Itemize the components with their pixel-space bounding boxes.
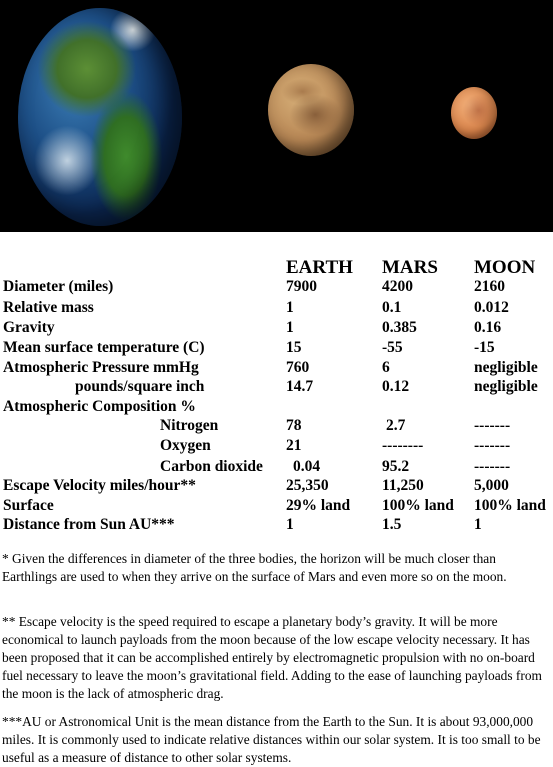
planets-image: [0, 0, 553, 232]
footnote-escape-velocity: ** Escape velocity is the speed required to escape a planetary body’s gravity. It will be more economical to launch payloads from the moon because of the low escape velocity necessary. It has been proposed that it can be accomplished entirely by electromagnetic propulsion with no on-board fuel necessary to leave the moon’s gravitational field. Adding to the ease of launching payloads from the moon is the lack of atmospheric drag.: [2, 614, 542, 701]
header-mars: MARS: [382, 257, 438, 278]
moon-value: 5,000: [474, 477, 509, 494]
moon-value: 0.16: [474, 319, 502, 336]
row-label: Carbon dioxide: [160, 458, 263, 475]
mars-value: 1.5: [382, 516, 402, 533]
earth-value: 1: [286, 319, 294, 336]
earth-value: 1: [286, 299, 294, 316]
header-earth: EARTH: [286, 257, 353, 278]
moon-value: negligible: [474, 378, 538, 395]
row-label: pounds/square inch: [75, 378, 205, 395]
mars-value: 2.7: [386, 417, 406, 434]
moon-value: -15: [474, 339, 495, 356]
row-label: Oxygen: [160, 437, 211, 454]
earth-value: 1: [286, 516, 294, 533]
moon-value: 2160: [474, 278, 505, 295]
mars-image: [268, 64, 354, 156]
row-label: Relative mass: [3, 299, 94, 316]
earth-value: 21: [286, 437, 302, 454]
mars-value: 0.1: [382, 299, 402, 316]
row-label: Surface: [3, 497, 54, 514]
moon-value: -------: [474, 458, 511, 475]
row-label: Mean surface temperature (C): [3, 339, 205, 356]
moon-value: 100% land: [474, 497, 546, 514]
mars-value: 4200: [382, 278, 413, 295]
mars-value: 100% land: [382, 497, 454, 514]
mars-value: 0.12: [382, 378, 410, 395]
row-label: Nitrogen: [160, 417, 219, 434]
row-label: Atmospheric Pressure mmHg: [3, 359, 199, 376]
mars-value: 6: [382, 359, 390, 376]
mars-value: 95.2: [382, 458, 410, 475]
footnote-astronomical-unit: ***AU or Astronomical Unit is the mean distance from the Earth to the Sun. It is about 93,000,000 miles. It is commonly used to indicate relative distances within our solar system. It is too small to be useful as a measure of distance to other solar systems.: [2, 714, 541, 765]
mars-value: 0.385: [382, 319, 417, 336]
earth-value: 7900: [286, 278, 317, 295]
earth-value: 29% land: [286, 497, 351, 514]
moon-image: [451, 87, 497, 139]
row-label: Gravity: [3, 319, 55, 336]
moon-value: 1: [474, 516, 482, 533]
row-label: Atmospheric Composition %: [3, 398, 196, 415]
earth-value: 0.04: [293, 458, 321, 475]
moon-value: -------: [474, 417, 511, 434]
earth-value: 14.7: [286, 378, 314, 395]
earth-image: [18, 8, 182, 226]
header-moon: MOON: [474, 257, 536, 278]
row-label: Escape Velocity miles/hour**: [3, 477, 196, 494]
earth-value: 78: [286, 417, 302, 434]
moon-value: negligible: [474, 359, 538, 376]
row-label: Diameter (miles): [3, 278, 114, 295]
footnote-diameter: * Given the differences in diameter of the three bodies, the horizon will be much closer than Earthlings are used to when they arrive on the surface of Mars and even more so on the moon.: [2, 551, 507, 584]
earth-value: 760: [286, 359, 310, 376]
row-label: Distance from Sun AU***: [3, 516, 175, 533]
mars-value: 11,250: [382, 477, 424, 494]
moon-value: 0.012: [474, 299, 509, 316]
moon-value: -------: [474, 437, 511, 454]
earth-value: 25,350: [286, 477, 329, 494]
mars-value: -55: [382, 339, 403, 356]
earth-value: 15: [286, 339, 302, 356]
mars-value: --------: [382, 437, 424, 454]
